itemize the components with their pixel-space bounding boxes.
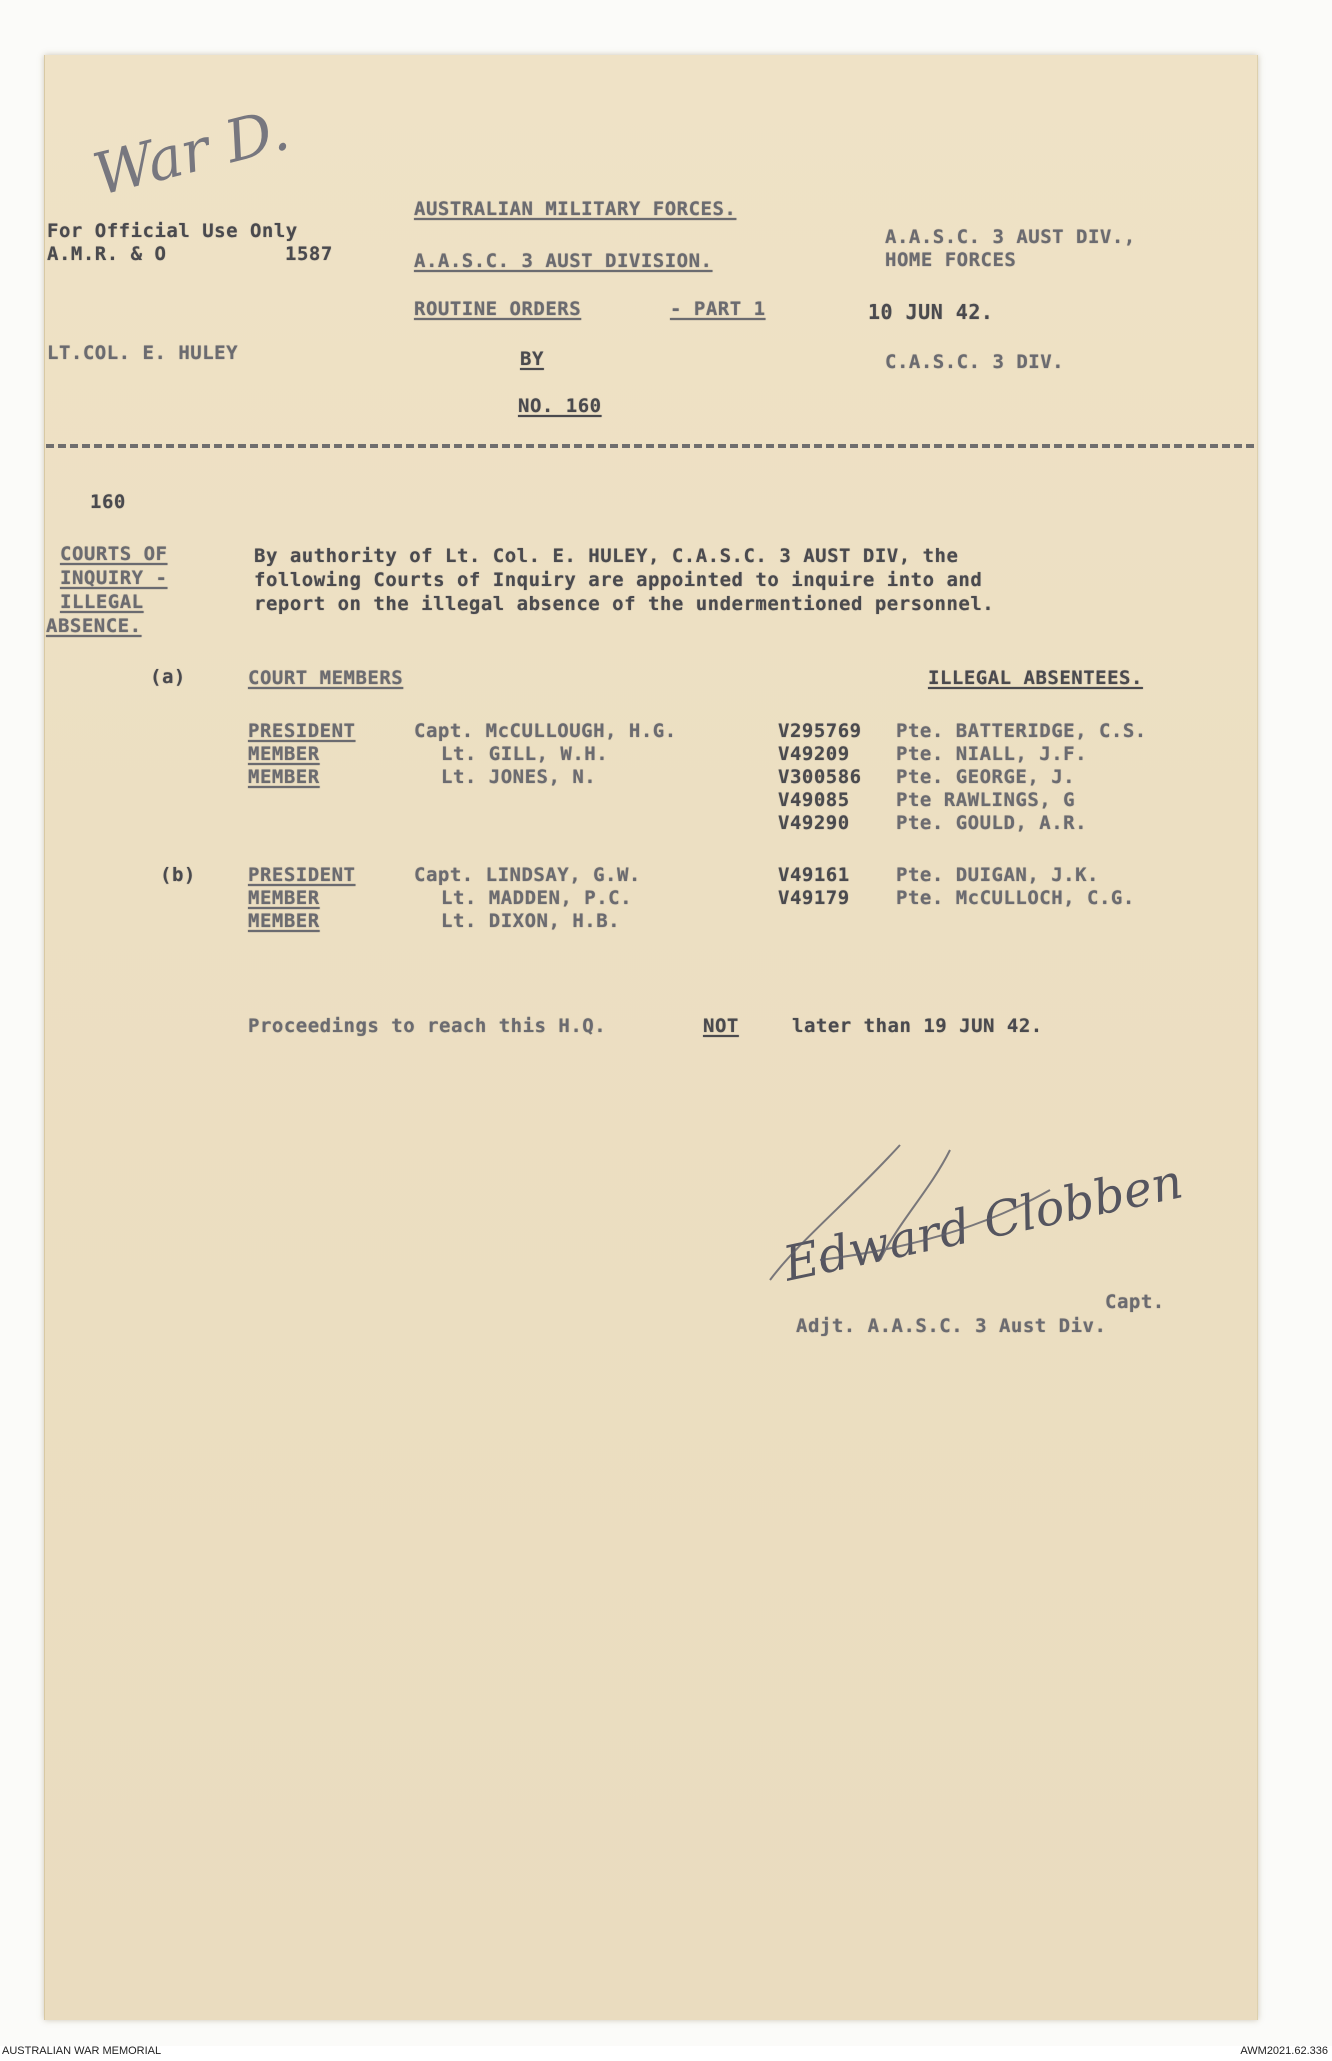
court-a-absentee-4-name: Pte RAWLINGS, G xyxy=(896,789,1076,811)
official-use-number: 1587 xyxy=(285,243,333,265)
archive-footer-left: AUSTRALIAN WAR MEMORIAL xyxy=(2,2045,162,2057)
court-a-absentee-2-name: Pte. NIALL, J.F. xyxy=(896,743,1088,765)
margin-heading-4: ABSENCE. xyxy=(46,615,142,637)
court-a-label: (a) xyxy=(150,666,186,688)
margin-heading-1: COURTS OF xyxy=(60,543,168,565)
court-a-absentee-2-number: V49209 xyxy=(778,743,850,765)
court-a-member-3: Lt. JONES, N. xyxy=(441,766,597,788)
proceedings-not: NOT xyxy=(703,1015,739,1037)
title-line1: AUSTRALIAN MILITARY FORCES. xyxy=(414,198,737,220)
court-a-absentee-5-number: V49290 xyxy=(778,812,850,834)
title-line3: ROUTINE ORDERS xyxy=(414,298,582,320)
court-b-member-3: Lt. DIXON, H.B. xyxy=(441,910,621,932)
order-date: 10 JUN 42. xyxy=(868,300,994,324)
court-a-role-3: MEMBER xyxy=(248,766,320,788)
title-line2: A.A.S.C. 3 AUST DIVISION. xyxy=(414,250,713,272)
court-a-role-2: MEMBER xyxy=(248,743,320,765)
margin-heading-3: ILLEGAL xyxy=(60,591,144,613)
court-b-member-2: Lt. MADDEN, P.C. xyxy=(441,887,633,909)
official-use-line2: A.M.R. & O xyxy=(47,243,167,265)
official-use-line1: For Official Use Only xyxy=(47,220,298,242)
commander-unit: C.A.S.C. 3 DIV. xyxy=(885,351,1065,373)
court-a-absentee-1-name: Pte. BATTERIDGE, C.S. xyxy=(896,720,1147,742)
court-a-member-1: Capt. McCULLOUGH, H.G. xyxy=(414,720,677,742)
court-b-member-1: Capt. LINDSAY, G.W. xyxy=(414,864,641,886)
court-b-role-2: MEMBER xyxy=(248,887,320,909)
commander: LT.COL. E. HULEY xyxy=(47,342,239,364)
body-line-1: By authority of Lt. Col. E. HULEY, C.A.S.C. 3 AUST DIV, the xyxy=(254,545,959,567)
court-b-role-1: PRESIDENT xyxy=(248,864,356,886)
header-right-line1: A.A.S.C. 3 AUST DIV., xyxy=(885,226,1136,248)
title-line3-part: - PART 1 xyxy=(670,298,766,320)
proceedings-start: Proceedings to reach this H.Q. xyxy=(248,1015,607,1037)
court-a-absentee-4-number: V49085 xyxy=(778,789,850,811)
court-b-absentee-2-name: Pte. McCULLOCH, C.G. xyxy=(896,887,1135,909)
col-heading-illegal-absentees: ILLEGAL ABSENTEES. xyxy=(928,667,1143,689)
by-line: BY xyxy=(520,348,544,370)
court-a-member-2: Lt. GILL, W.H. xyxy=(441,743,609,765)
court-b-absentee-2-number: V49179 xyxy=(778,887,850,909)
signature-title: Adjt. A.A.S.C. 3 Aust Div. xyxy=(796,1315,1107,1337)
body-line-3: report on the illegal absence of the undermentioned personnel. xyxy=(254,593,995,615)
header-divider xyxy=(46,444,1254,448)
signature: Edward Clobben xyxy=(778,1153,1188,1293)
body-line-2: following Courts of Inquiry are appointed to inquire into and xyxy=(254,569,983,591)
signature-flourish xyxy=(760,1140,1060,1290)
proceedings-end: later than 19 JUN 42. xyxy=(792,1015,1043,1037)
court-b-absentee-1-name: Pte. DUIGAN, J.K. xyxy=(896,864,1099,886)
court-a-absentee-5-name: Pte. GOULD, A.R. xyxy=(896,812,1088,834)
court-b-label: (b) xyxy=(160,864,196,886)
margin-heading-2: INQUIRY - xyxy=(60,567,168,589)
signature-rank: Capt. xyxy=(1105,1291,1165,1313)
court-b-role-3: MEMBER xyxy=(248,910,320,932)
court-a-role-1: PRESIDENT xyxy=(248,720,356,742)
handwritten-note: War D. xyxy=(86,95,296,209)
court-a-absentee-1-number: V295769 xyxy=(778,720,862,742)
order-paragraph-number: 160 xyxy=(90,491,126,513)
court-a-absentee-3-name: Pte. GEORGE, J. xyxy=(896,766,1076,788)
court-a-absentee-3-number: V300586 xyxy=(778,766,862,788)
header-right-line2: HOME FORCES xyxy=(885,249,1017,271)
archive-footer-right: AWM2021.62.336 xyxy=(1240,2045,1328,2057)
order-number-title: NO. 160 xyxy=(518,395,602,417)
court-b-absentee-1-number: V49161 xyxy=(778,864,850,886)
col-heading-court-members: COURT MEMBERS xyxy=(248,667,404,689)
